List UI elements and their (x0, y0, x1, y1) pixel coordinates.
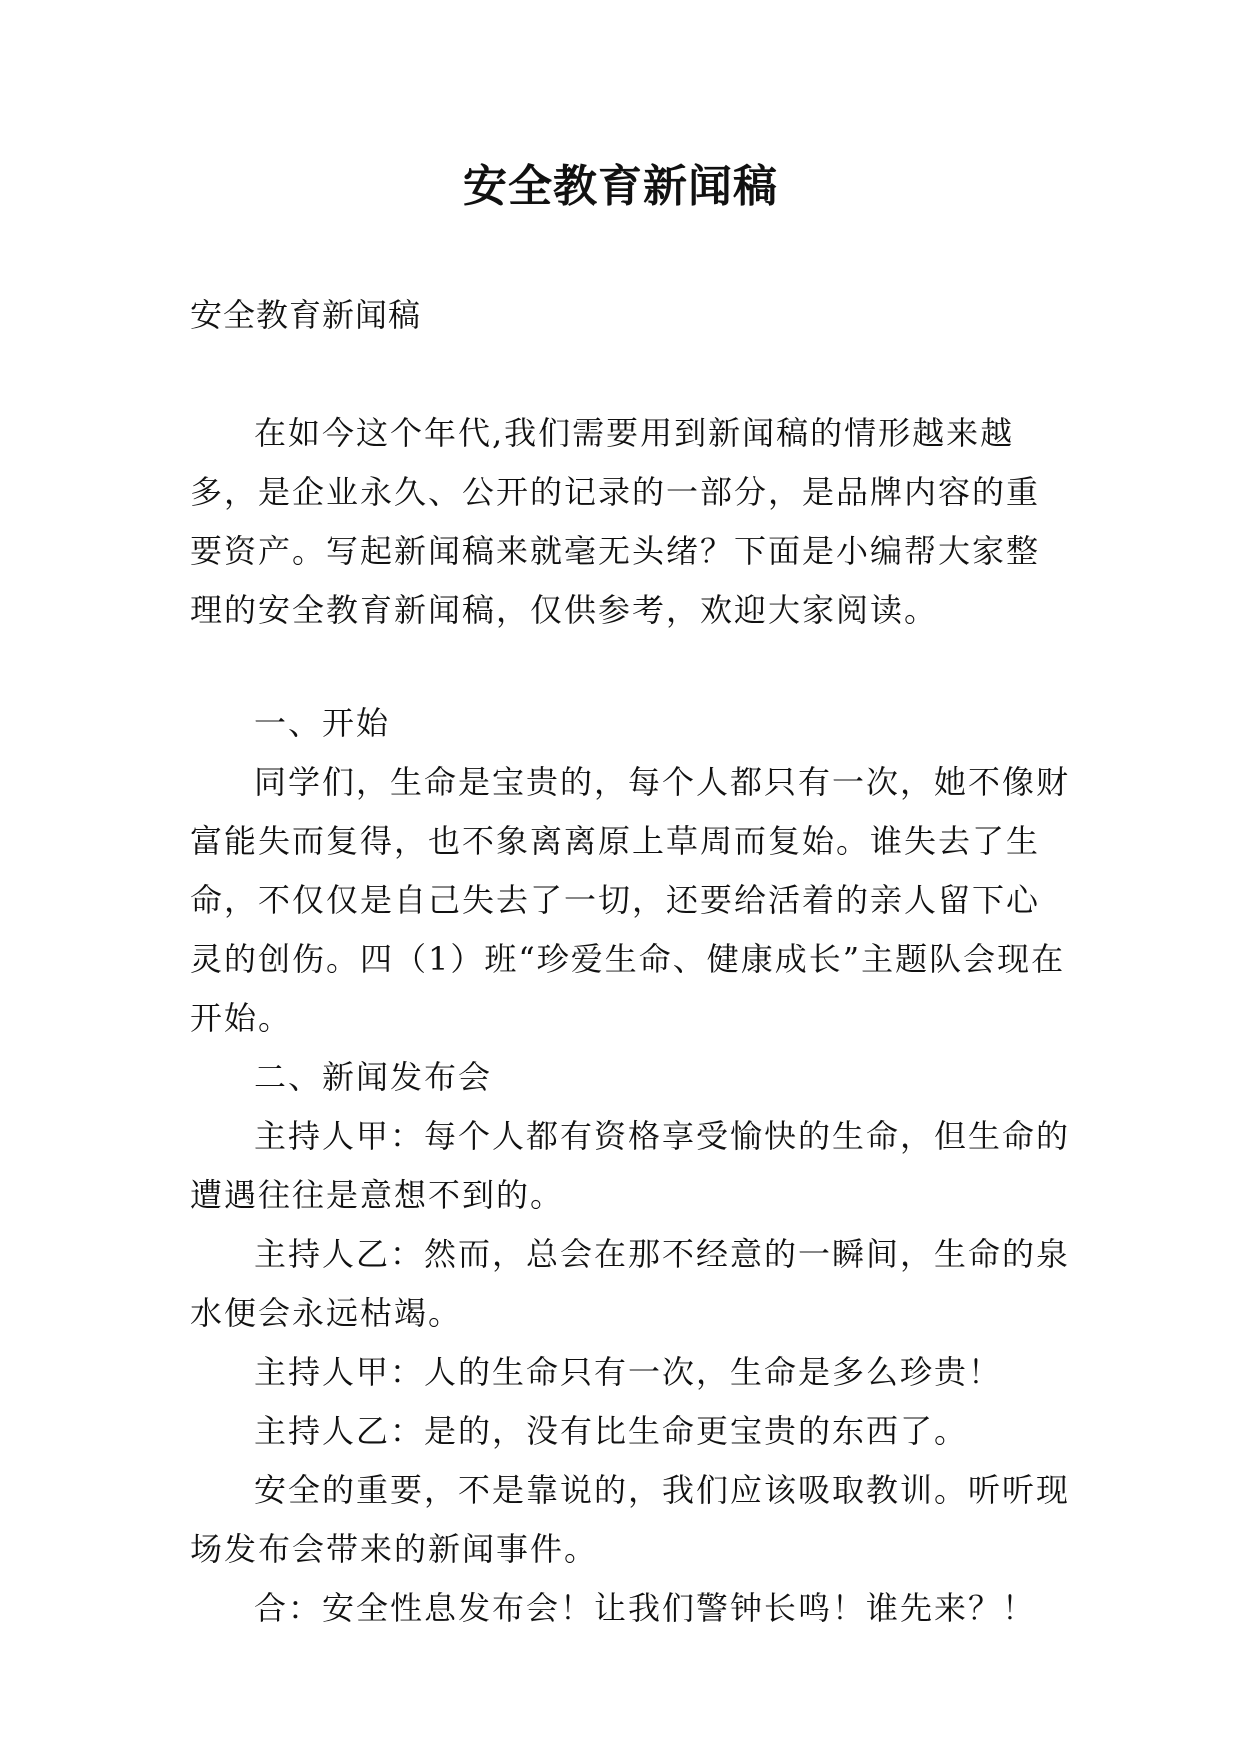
document-title: 安全教育新闻稿 (463, 161, 778, 212)
paragraph-opening: 同学们，生命是宝贵的，每个人都只有一次，她不像财富能失而复得，也不象离离原上草周而复始。谁失去了生命，不仅仅是自己失去了一切，还要给活着的亲人留下心灵的创伤。四（1）班“珍爱生命、健康成长”主题队会现在开始。 (190, 763, 1071, 1037)
main-body (190, 694, 1070, 1638)
intro-block (190, 404, 1070, 640)
section-heading-press-conference: 二、新闻发布会 (254, 1058, 493, 1096)
paragraph-host-a-1: 主持人甲：每个人都有资格享受愉快的生命，但生命的遭遇往往是意想不到的。 (190, 1117, 1071, 1214)
paragraph-host-a-2: 主持人甲：人的生命只有一次，生命是多么珍贵！ (254, 1353, 1003, 1391)
paragraph-host-b-1: 主持人乙：然而，总会在那不经意的一瞬间，生命的泉水便会永远枯竭。 (190, 1235, 1071, 1332)
section-heading-start: 一、开始 (254, 704, 391, 742)
paragraph-host-b-2: 主持人乙：是的，没有比生命更宝贵的东西了。 (254, 1412, 969, 1450)
paragraph-together: 合：安全性息发布会！让我们警钟长鸣！谁先来？！ (254, 1589, 1037, 1627)
document-subtitle: 安全教育新闻稿 (190, 296, 422, 334)
paragraph-safety-importance: 安全的重要，不是靠说的，我们应该吸取教训。听听现场发布会带来的新闻事件。 (190, 1471, 1071, 1568)
intro-paragraph: 在如今这个年代,我们需要用到新闻稿的情形越来越多，是企业永久、公开的记录的一部分，是品牌内容的重要资产。写起新闻稿来就毫无头绪？下面是小编帮大家整理的安全教育新闻稿，仅供参考，欢迎大家阅读。 (190, 414, 1041, 629)
